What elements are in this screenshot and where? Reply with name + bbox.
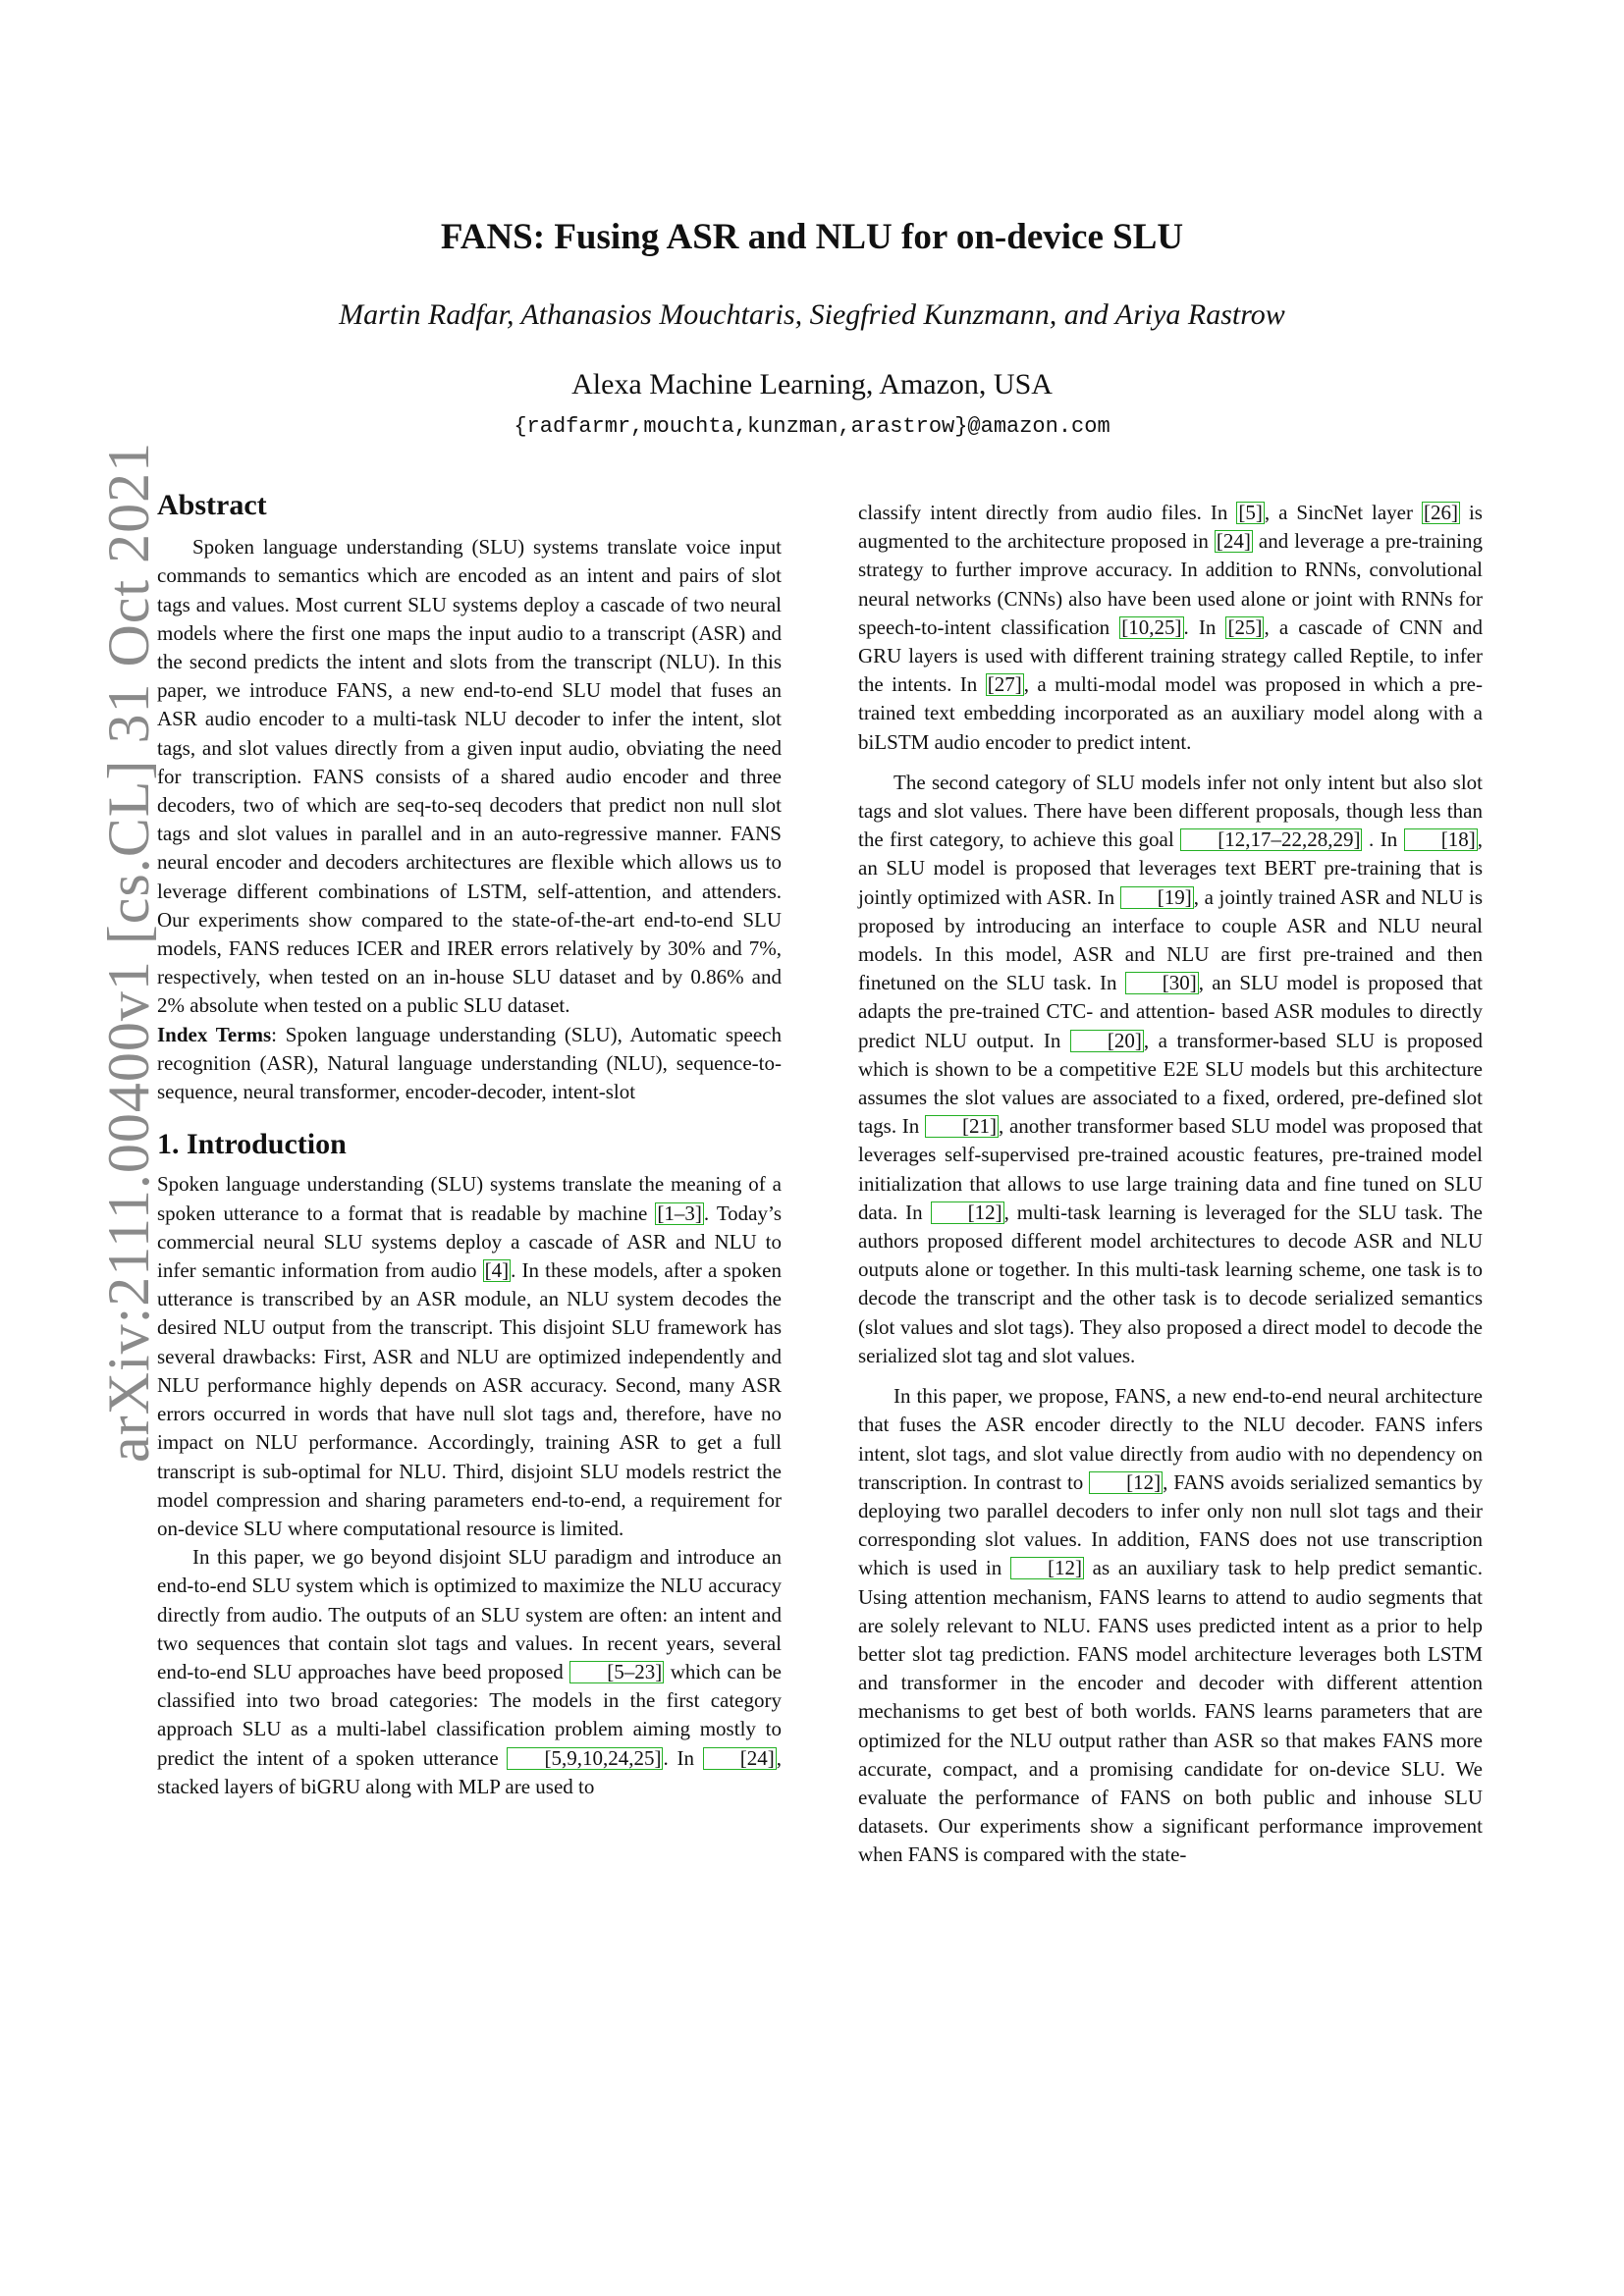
citation-link[interactable]: [12] [1089,1471,1163,1494]
right-column [858,499,1483,1870]
citation-link[interactable]: [21] [925,1115,999,1138]
abstract-text: Spoken language understanding (SLU) systems translate voice input commands to semantics which are encoded as an intent and pairs of slot tags and values. Most current SLU systems deploy a cascade of two neural models where the first one maps the input audio to a transcript (ASR) and the second predicts the intent and slots from the transcript (NLU). In this paper, we introduce FANS, a new end-to-end SLU model that fuses an ASR audio encoder to a multi-task NLU decoder to infer the intent, slot tags, and slot values directly from a given input audio, obviating the need for transcription. FANS consists of a shared audio encoder and three decoders, two of which are seq-to-seq decoders that predict non null slot tags and slot values in parallel and in an auto-regressive manner. FANS neural encoder and decoders architectures are flexible which allows us to leverage different combinations of LSTM, self-attention, and attenders. Our experiments show compared to the state-of-the-art end-to-end SLU models, FANS reduces ICER and IRER errors relatively by 30% and 7%, respectively, when tested on an in-house SLU dataset and by 0.86% and 2% absolute when tested on a public SLU dataset. [157,535,782,1018]
arxiv-side-identifier: arXiv:2111.00400v1 [cs.CL] 31 Oct 2021 [96,441,161,1463]
citation-link[interactable]: [19] [1120,886,1194,909]
intro-paragraph-4: The second category of SLU models infer not only intent but also slot tags and slot values. There have been different proposals, though less than the first category, to achieve this goal [12,17–22,28,29] . In [18], an SLU model is proposed that leverages text BERT pre-training that is jointly optimized with ASR. In [19], a jointly trained ASR and NLU is proposed by introducing an interface to couple ASR and NLU neural models. In this model, ASR and NLU are first pre-trained and then finetuned on the SLU task. In [30], an SLU model is proposed that adapts the pre-trained CTC- and attention- based ASR modules to directly predict NLU output. In [20], a transformer-based SLU is proposed which is shown to be a competitive E2E SLU models but this architecture assumes the slot values are associated to a fixed, ordered, pre-defined slot tags. In [21], another transformer based SLU model was proposed that leverages self-supervised pre-trained acoustic features, pre-trained model initialization that allows to use large training data and fine tuned on SLU data. In [12], multi-task learning is leveraged for the SLU task. The authors proposed different model architectures to decode ASR and NLU outputs alone or together. In this multi-task learning scheme, one task is to decode the transcript and the other task is to decode serialized semantics (slot values and slot tags). They also proposed a direct model to decode the serialized slot tag and slot values. [858,770,1484,1367]
citation-link[interactable]: [24] [1216,529,1251,554]
citation-link[interactable]: [24] [703,1747,777,1770]
email-addresses: {radfarmr,mouchta,kunzman,arastrow}@amazon.com [514,414,1110,439]
index-terms [157,1021,782,1107]
abstract-heading: Abstract [157,489,267,521]
citation-link[interactable]: [4] [484,1258,510,1283]
citation-link[interactable]: [5] [1238,501,1263,524]
citation-link[interactable]: [12] [931,1201,1004,1224]
intro-paragraph-3: classify intent directly from audio files. In [5], a SincNet layer [26] is augmented to the architecture proposed in [24] and leverage a pre-training strategy to further improve accuracy. In addition to RNNs, convolutional neural networks (CNNs) also have been used alone or joint with RNNs for speech-to-intent classification [10,25]. In [25], a cascade of CNN and GRU layers is used with different training strategy called Reptile, to infer the intents. In [27], a multi-modal model was proposed in which a pre-trained text embedding incorporated as an auxiliary model along with a biLSTM audio encoder to predict intent. [858,501,1483,754]
paper-title: FANS: Fusing ASR and NLU for on-device SLU [440,217,1184,257]
affiliation: Alexa Machine Learning, Amazon, USA [571,368,1053,400]
citation-link[interactable]: [5–23] [569,1661,664,1683]
introduction-heading: 1. Introduction [157,1128,347,1161]
left-column [157,491,782,1801]
citation-link[interactable]: [18] [1404,828,1478,851]
citation-link[interactable]: [1–3] [657,1201,702,1225]
citation-link[interactable]: [30] [1125,972,1199,994]
intro-paragraph-2: In this paper, we go beyond disjoint SLU paradigm and introduce an end-to-end SLU system which is optimized to maximize the NLU accuracy directly from audio. The outputs of an SLU system are often: an intent and two sequences that contain slot tags and values. In recent years, several end-to-end SLU approaches have beed proposed [5–23] which can be classified into two broad categories: The models in the first category approach SLU as a multi-label classification problem aiming mostly to predict the intent of a spoken utterance [5,9,10,24,25]. In [24], stacked layers of biGRU along with MLP are used to [157,1545,782,1798]
citation-link[interactable]: [10,25] [1121,614,1182,639]
citation-link[interactable]: [26] [1423,501,1458,524]
intro-paragraph-1: Spoken language understanding (SLU) systems translate the meaning of a spoken utterance to a format that is readable by machine [1–3]. Today’s commercial neural SLU systems deploy a cascade of ASR and NLU to infer semantic information from audio [4]. In these models, after a spoken utterance is transcribed by an ASR module, an NLU system decodes the desired NLU output from the transcript. This disjoint SLU framework has several drawbacks: First, ASR and NLU are optimized independently and NLU performance highly depends on ASR accuracy. Second, many ASR errors occurred in words that have null slot tags and, therefore, have no impact on NLU performance. Accordingly, training ASR to get a full transcript is sub-optimal for NLU. Third, disjoint SLU models restrict the model compression and sharing parameters end-to-end, a requirement for on-device SLU where computational resource is limited. [157,1172,783,1540]
citation-link[interactable]: [12] [1010,1557,1084,1579]
intro-paragraph-5: In this paper, we propose, FANS, a new end-to-end neural architecture that fuses the ASR encoder directly to the NLU decoder. FANS infers intent, slot tags, and slot value directly from audio with no dependency on transcription. In contrast to [12], FANS avoids serialized semantics by deploying two parallel decoders to infer only non null slot tags and their corresponding slot values. In addition, FANS does not use transcription which is used in [12] as an auxiliary task to help predict semantic. Using attention mechanism, FANS learns to attend to audio segments that are solely relevant to NLU. FANS uses predicted intent as a prior to help better slot tag prediction. FANS model architecture leverages both LSTM and transformer in the encoder and decoder with different attention mechanisms to get best of both worlds. FANS learns parameters that are optimized for the NLU output rather than ASR so that makes FANS more accurate, compact, and a promising candidate for on-device SLU. We evaluate the performance of FANS on both public and inhouse SLU datasets. Our experiments show a significant performance improvement when FANS is compared with the state- [858,1384,1483,1867]
citation-link[interactable]: [5,9,10,24,25] [507,1747,663,1770]
index-terms-text: : Spoken language understanding (SLU), Automatic speech recognition (ASR), Natural language understanding (NLU), sequence-to-sequence, neural transformer, encoder-decoder, intent-slot [157,1022,783,1104]
index-terms-label: Index Terms [157,1022,272,1046]
author-list: Martin Radfar, Athanasios Mouchtaris, Siegfried Kunzmann, and Ariya Rastrow [339,298,1285,331]
citation-link[interactable]: [27] [987,672,1022,697]
citation-link[interactable]: [20] [1070,1030,1144,1052]
citation-link[interactable]: [25] [1227,614,1263,639]
citation-link[interactable]: [12,17–22,28,29] [1180,828,1362,851]
